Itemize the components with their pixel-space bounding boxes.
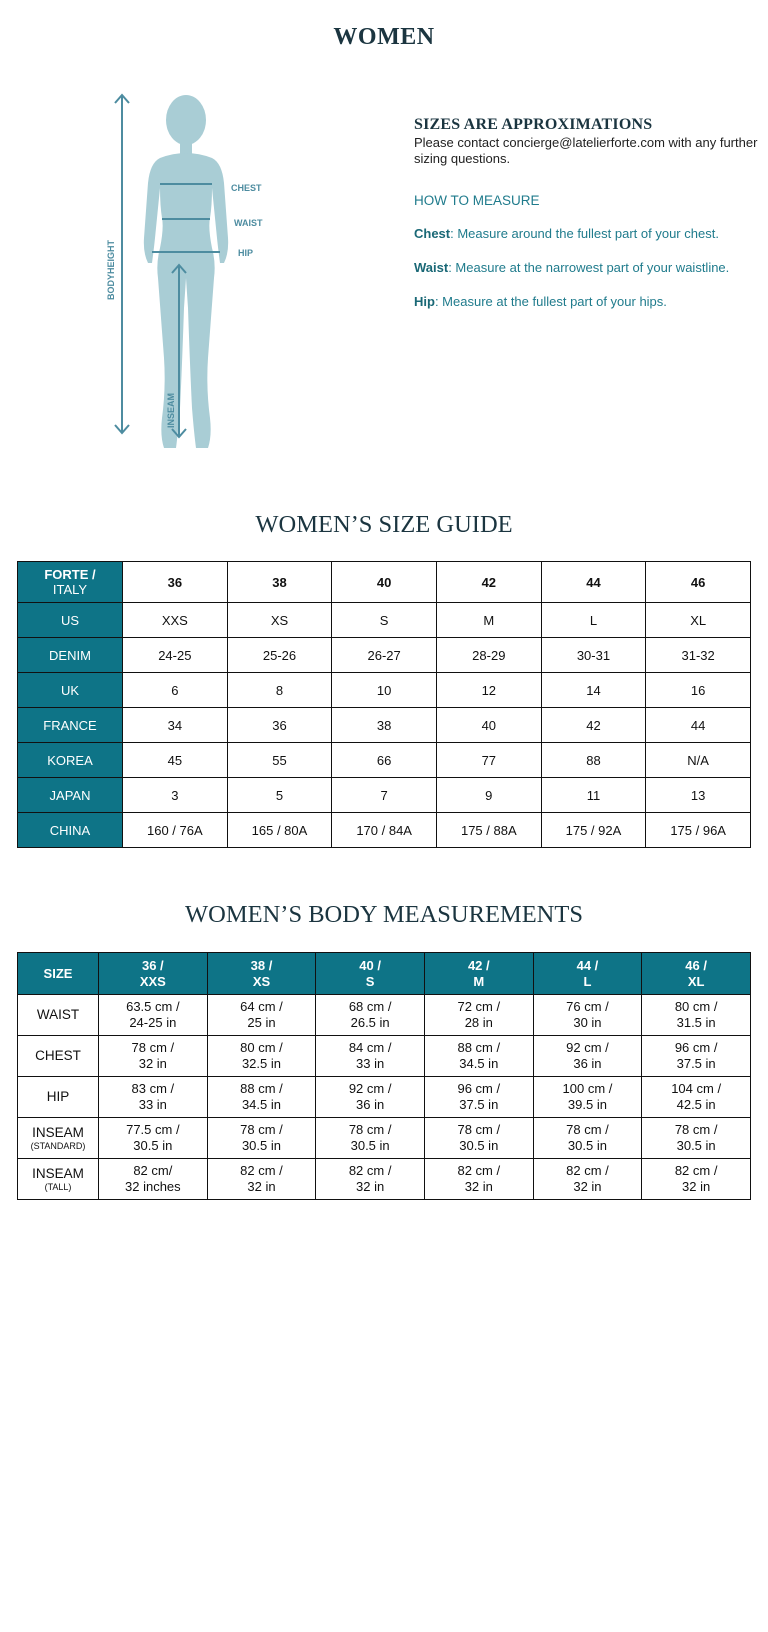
header-line-2: XXS: [139, 973, 166, 989]
measure-waist: [414, 260, 759, 276]
column-header: [533, 953, 642, 995]
header-line-1: 46 /: [685, 957, 707, 973]
cell-in: 32 in: [682, 1179, 711, 1194]
measure-term: Chest: [414, 226, 451, 241]
table-cell: 28-29: [436, 638, 541, 673]
table-cell: 88: [541, 743, 646, 778]
cell-in: 30.5 in: [567, 1138, 607, 1153]
header-line-2: XS: [252, 973, 271, 989]
cell-cm: 63.5 cm /: [126, 999, 180, 1014]
table-cell: [316, 995, 425, 1036]
size-guide-title: WOMEN’S SIZE GUIDE: [255, 511, 513, 538]
measure-text: : Measure around the fullest part of your chest.: [450, 226, 719, 241]
table-row: [18, 708, 751, 743]
size-guide-table: [17, 561, 751, 848]
table-cell: [424, 1118, 533, 1159]
size-corner-header: SIZE: [18, 953, 99, 995]
cell-in: 36 in: [573, 1056, 602, 1071]
cell-cm: 68 cm /: [348, 999, 392, 1014]
header-line-1: 36 /: [141, 957, 164, 973]
table-cell: [207, 1118, 316, 1159]
sizing-info-panel: [414, 116, 759, 310]
body-measurement-figure: [100, 88, 310, 463]
table-cell: [316, 1159, 425, 1200]
cell-cm: 83 cm /: [131, 1081, 175, 1096]
header-line-1: 38 /: [250, 957, 273, 973]
table-cell: [533, 1118, 642, 1159]
row-label: [18, 1159, 99, 1200]
measure-chest: [414, 226, 759, 242]
row-label: UK: [18, 673, 123, 708]
table-cell: M: [436, 603, 541, 638]
table-cell: 77: [436, 743, 541, 778]
table-cell: [424, 995, 533, 1036]
cell-cm: 78 cm /: [457, 1122, 501, 1137]
measure-hip: [414, 294, 759, 310]
measure-text: : Measure at the narrowest part of your waistline.: [448, 260, 730, 275]
table-cell: XS: [227, 603, 332, 638]
table-cell: [207, 1077, 316, 1118]
table-cell: 24-25: [123, 638, 228, 673]
table-cell: 40: [436, 708, 541, 743]
inseam-label: INSEAM: [166, 392, 176, 428]
header-line-1: 40 /: [359, 957, 381, 973]
corner-line-1: FORTE /: [44, 567, 96, 582]
table-cell: 3: [123, 778, 228, 813]
cell-in: 30.5 in: [133, 1138, 173, 1153]
cell-in: 34.5 in: [241, 1097, 281, 1112]
cell-cm: 92 cm /: [566, 1040, 609, 1055]
header-line-2: XL: [687, 973, 705, 989]
cell-cm: 78 cm /: [240, 1122, 283, 1137]
table-cell: XXS: [123, 603, 228, 638]
cell-in: 32 in: [356, 1179, 385, 1194]
table-cell: 38: [332, 708, 437, 743]
cell-cm: 82 cm /: [348, 1163, 392, 1178]
table-cell: 10: [332, 673, 437, 708]
cell-cm: 88 cm /: [457, 1040, 501, 1055]
hip-label: HIP: [238, 248, 254, 258]
table-cell: [642, 1159, 751, 1200]
cell-cm: 82 cm/: [133, 1163, 173, 1178]
table-cell: [99, 1036, 208, 1077]
row-label: [18, 1036, 99, 1077]
row-label: US: [18, 603, 123, 638]
table-row: [18, 638, 751, 673]
table-cell: 13: [646, 778, 751, 813]
cell-cm: 78 cm /: [566, 1122, 609, 1137]
cell-in: 30 in: [573, 1015, 602, 1030]
table-cell: 6: [123, 673, 228, 708]
row-label: [18, 1118, 99, 1159]
column-header: [642, 953, 751, 995]
table-row: [18, 1036, 751, 1077]
table-cell: [642, 1077, 751, 1118]
table-cell: 11: [541, 778, 646, 813]
row-label-text: WAIST: [36, 1007, 80, 1022]
table-cell: [642, 995, 751, 1036]
header-line-2: M: [473, 973, 485, 989]
cell-in: 36 in: [356, 1097, 385, 1112]
table-cell: [207, 1159, 316, 1200]
table-cell: 12: [436, 673, 541, 708]
cell-in: 32 in: [573, 1179, 602, 1194]
table-cell: [642, 1036, 751, 1077]
cell-cm: 82 cm /: [674, 1163, 718, 1178]
cell-cm: 88 cm /: [240, 1081, 283, 1096]
table-cell: 25-26: [227, 638, 332, 673]
bodyheight-label: BODYHEIGHT: [106, 239, 116, 300]
table-cell: [533, 1036, 642, 1077]
table-cell: [99, 1159, 208, 1200]
table-cell: 30-31: [541, 638, 646, 673]
table-cell: [316, 1118, 425, 1159]
table-cell: 7: [332, 778, 437, 813]
table-cell: [316, 1077, 425, 1118]
cell-in: 30.5 in: [241, 1138, 281, 1153]
table-row: [18, 743, 751, 778]
corner-line-2: ITALY: [52, 582, 88, 597]
table-cell: 165 / 80A: [227, 813, 332, 848]
table-cell: 175 / 96A: [646, 813, 751, 848]
table-cell: 45: [123, 743, 228, 778]
cell-in: 24-25 in: [129, 1015, 177, 1030]
table-row: [18, 1118, 751, 1159]
row-label-text: INSEAM: [32, 1166, 84, 1181]
header-line-1: 44 /: [576, 957, 599, 973]
column-header: [424, 953, 533, 995]
cell-in: 30.5 in: [459, 1138, 499, 1153]
cell-in: 37.5 in: [676, 1056, 716, 1071]
table-cell: [533, 1159, 642, 1200]
row-label: FRANCE: [18, 708, 123, 743]
row-sublabel: (TALL): [44, 1182, 72, 1192]
column-header: [99, 953, 208, 995]
cell-cm: 84 cm /: [348, 1040, 392, 1055]
table-cell: [533, 995, 642, 1036]
table-cell: 175 / 88A: [436, 813, 541, 848]
measure-text: : Measure at the fullest part of your hips.: [434, 294, 667, 309]
table-row: [18, 813, 751, 848]
cell-cm: 82 cm /: [240, 1163, 283, 1178]
table-row: [18, 995, 751, 1036]
table-cell: [424, 1036, 533, 1077]
row-sublabel: (STANDARD): [30, 1141, 86, 1151]
cell-in: 37.5 in: [459, 1097, 499, 1112]
table-cell: [316, 1036, 425, 1077]
size-guide-corner-header: [18, 562, 123, 603]
cell-cm: 80 cm /: [240, 1040, 283, 1055]
table-cell: 9: [436, 778, 541, 813]
cell-in: 42.5 in: [676, 1097, 716, 1112]
table-cell: [424, 1077, 533, 1118]
cell-in: 32 inches: [125, 1179, 181, 1194]
cell-in: 33 in: [356, 1056, 385, 1071]
table-row: [18, 673, 751, 708]
header-line-2: L: [583, 973, 592, 989]
table-header-row: [18, 953, 751, 995]
column-header: [207, 953, 316, 995]
column-header: 40: [332, 562, 437, 603]
table-cell: 5: [227, 778, 332, 813]
row-label-text: HIP: [46, 1089, 70, 1104]
cell-in: 32 in: [138, 1056, 167, 1071]
table-row: [18, 778, 751, 813]
cell-in: 32 in: [247, 1179, 276, 1194]
cell-cm: 96 cm /: [457, 1081, 501, 1096]
column-header: 42: [436, 562, 541, 603]
table-cell: 66: [332, 743, 437, 778]
table-cell: [99, 1077, 208, 1118]
table-cell: S: [332, 603, 437, 638]
cell-cm: 78 cm /: [131, 1040, 175, 1055]
table-cell: [424, 1159, 533, 1200]
table-cell: 44: [646, 708, 751, 743]
cell-in: 39.5 in: [567, 1097, 607, 1112]
cell-in: 28 in: [464, 1015, 493, 1030]
table-cell: 160 / 76A: [123, 813, 228, 848]
cell-in: 33 in: [138, 1097, 167, 1112]
table-row: [18, 1159, 751, 1200]
table-cell: N/A: [646, 743, 751, 778]
table-cell: 14: [541, 673, 646, 708]
page-title: WOMEN: [333, 24, 435, 50]
row-label: KOREA: [18, 743, 123, 778]
cell-in: 31.5 in: [676, 1015, 716, 1030]
row-label-text: CHEST: [35, 1048, 81, 1063]
table-cell: 16: [646, 673, 751, 708]
cell-cm: 78 cm /: [348, 1122, 392, 1137]
column-header: 36: [123, 562, 228, 603]
woman-silhouette-illustration: [100, 88, 310, 463]
table-cell: [533, 1077, 642, 1118]
header-line-1: 42 /: [467, 957, 490, 973]
column-header: 44: [541, 562, 646, 603]
table-cell: 55: [227, 743, 332, 778]
row-label: JAPAN: [18, 778, 123, 813]
how-to-measure-title: HOW TO MEASURE: [414, 193, 540, 208]
cell-cm: 78 cm /: [674, 1122, 718, 1137]
cell-cm: 80 cm /: [674, 999, 718, 1014]
cell-in: 34.5 in: [459, 1056, 499, 1071]
measure-term: Hip: [414, 294, 435, 309]
header-line-2: S: [365, 973, 375, 989]
cell-cm: 82 cm /: [566, 1163, 609, 1178]
cell-cm: 104 cm /: [671, 1081, 722, 1096]
table-cell: 34: [123, 708, 228, 743]
table-header-row: [18, 562, 751, 603]
cell-cm: 96 cm /: [674, 1040, 718, 1055]
cell-in: 32.5 in: [241, 1056, 281, 1071]
cell-cm: 72 cm /: [457, 999, 501, 1014]
table-row: [18, 1077, 751, 1118]
cell-in: 30.5 in: [350, 1138, 390, 1153]
column-header: [316, 953, 425, 995]
table-cell: 36: [227, 708, 332, 743]
table-cell: 42: [541, 708, 646, 743]
table-cell: L: [541, 603, 646, 638]
body-measurements-title: WOMEN’S BODY MEASUREMENTS: [185, 901, 583, 928]
table-cell: 31-32: [646, 638, 751, 673]
table-cell: [99, 995, 208, 1036]
row-label: DENIM: [18, 638, 123, 673]
table-cell: 26-27: [332, 638, 437, 673]
chest-label: CHEST: [231, 183, 262, 193]
table-cell: 175 / 92A: [541, 813, 646, 848]
row-label: CHINA: [18, 813, 123, 848]
measure-term: Waist: [414, 260, 449, 275]
row-label: [18, 995, 99, 1036]
row-label: [18, 1077, 99, 1118]
sizes-approx-heading: SIZES ARE APPROXIMATIONS: [414, 116, 653, 133]
cell-cm: 76 cm /: [566, 999, 609, 1014]
table-cell: [99, 1118, 208, 1159]
cell-cm: 92 cm /: [348, 1081, 392, 1096]
cell-cm: 100 cm /: [562, 1081, 613, 1096]
table-cell: 170 / 84A: [332, 813, 437, 848]
column-header: 38: [227, 562, 332, 603]
cell-in: 32 in: [464, 1179, 493, 1194]
contact-text: Please contact concierge@latelierforte.com with any further sizing questions.: [414, 135, 758, 166]
table-cell: [207, 1036, 316, 1077]
table-row: [18, 603, 751, 638]
table-cell: XL: [646, 603, 751, 638]
waist-label: WAIST: [234, 218, 263, 228]
table-cell: [642, 1118, 751, 1159]
cell-cm: 77.5 cm /: [126, 1122, 180, 1137]
body-measurements-table: [17, 952, 751, 1200]
cell-in: 25 in: [247, 1015, 276, 1030]
cell-cm: 64 cm /: [240, 999, 283, 1014]
cell-in: 30.5 in: [676, 1138, 716, 1153]
table-cell: [207, 995, 316, 1036]
cell-in: 26.5 in: [350, 1015, 390, 1030]
column-header: 46: [646, 562, 751, 603]
table-cell: 8: [227, 673, 332, 708]
row-label-text: INSEAM: [32, 1125, 84, 1140]
cell-cm: 82 cm /: [457, 1163, 501, 1178]
